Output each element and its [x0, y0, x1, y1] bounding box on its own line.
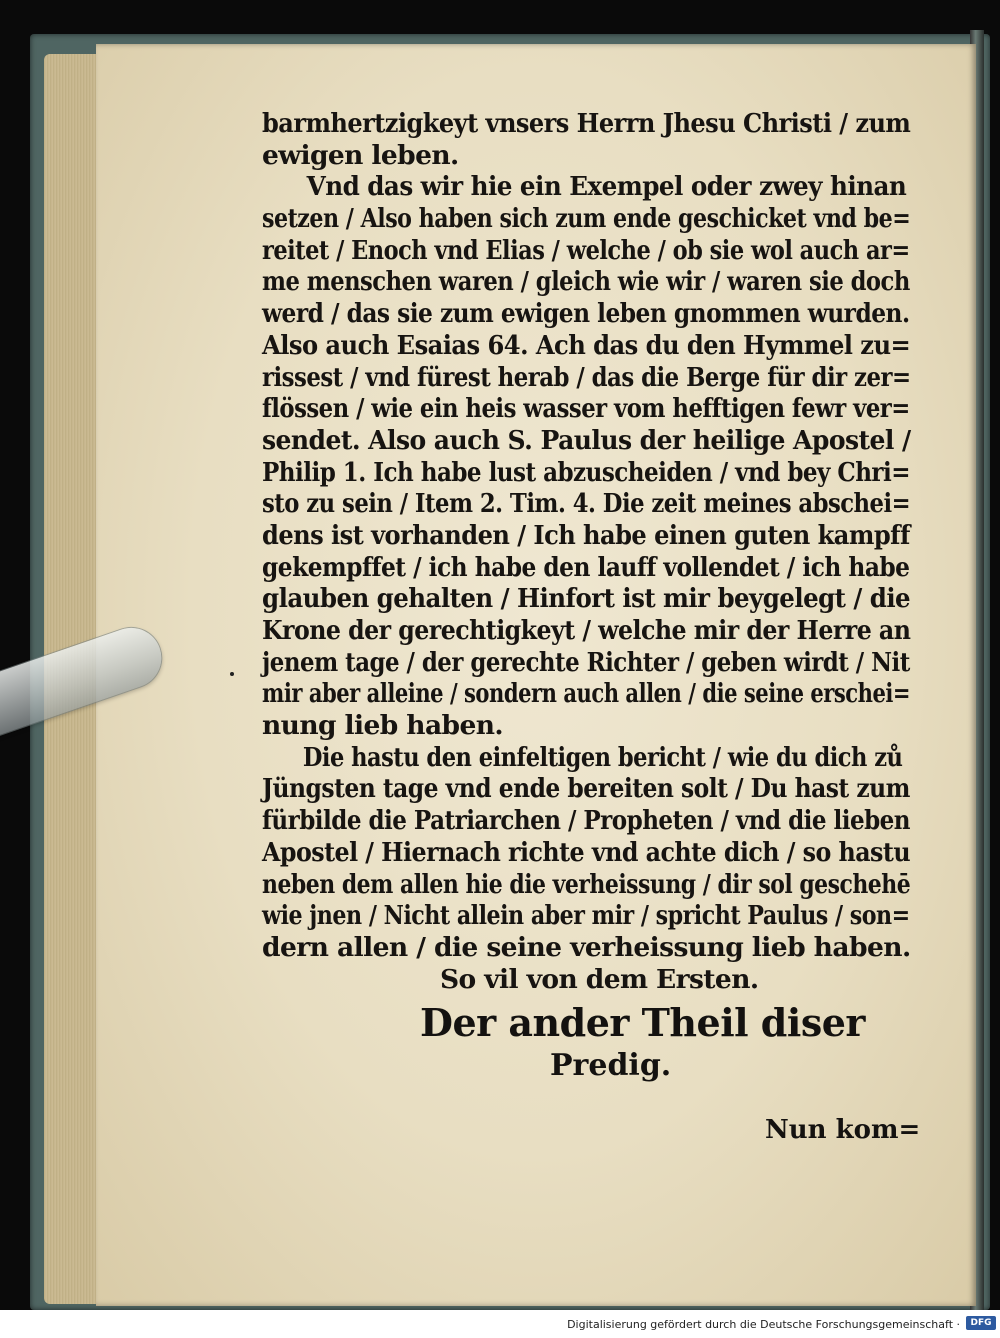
- text-line: Die hastu den einfeltigen bericht / wie du dich zů: [302, 741, 903, 773]
- section-heading-continued: Predig.: [550, 1048, 672, 1083]
- funding-credit: Digitalisierung gefördert durch die Deutsche Forschungsgemeinschaft ·: [567, 1318, 960, 1331]
- text-line: Krone der gerechtigkeyt / welche mir der Herre an: [262, 615, 911, 646]
- text-line: rissest / vnd fürest herab / das die Berge für dir zer=: [262, 361, 911, 393]
- text-line: me menschen waren / gleich wie wir / waren sie doch: [262, 266, 910, 298]
- text-line: sto zu sein / Item 2. Tim. 4. Die zeit meines abschei=: [262, 488, 911, 520]
- text-line: reitet / Enoch vnd Elias / welche / ob sie wol auch ar=: [262, 234, 910, 266]
- text-line: Jüngsten tage vnd ende bereiten solt / Du hast zum: [262, 773, 910, 805]
- text-line: werd / das sie zum ewigen leben gnommen wurden.: [262, 298, 910, 330]
- section-heading: Der ander Theil diser: [420, 1000, 865, 1045]
- text-line: flössen / wie ein heis wasser vom hefftigen fewr ver=: [262, 393, 910, 425]
- dfg-logo: DFG: [966, 1316, 996, 1330]
- text-line: wie jnen / Nicht allein aber mir / spricht Paulus / son=: [262, 900, 910, 932]
- ink-speck: [230, 672, 234, 676]
- text-line: mir aber alleine / sondern auch allen / die seine erschei=: [262, 678, 911, 710]
- catchword: Nun kom=: [765, 1115, 921, 1145]
- text-line: neben dem allen hie die verheissung / dir sol geschehē: [262, 868, 911, 900]
- text-line: gekempffet / ich habe den lauff vollendet / ich habe: [262, 551, 910, 583]
- text-line: ewigen leben.: [262, 139, 459, 171]
- text-line: setzen / Also haben sich zum ende geschicket vnd be=: [262, 203, 911, 235]
- text-line: Philip 1. Ich habe lust abzuscheiden / vnd bey Chri=: [262, 456, 911, 488]
- footer-bar: [0, 1310, 1000, 1338]
- text-line: barmhertzigkeyt vnsers Herrn Jhesu Christi / zum: [262, 108, 911, 139]
- text-line: fürbilde die Patriarchen / Propheten / vnd die lieben: [262, 805, 911, 837]
- text-line: nung lieb haben.: [262, 710, 504, 742]
- text-line: sendet. Also auch S. Paulus der heilige Apostel /: [262, 424, 911, 456]
- text-line: So vil von dem Ersten.: [440, 963, 759, 995]
- body-text: [262, 108, 912, 995]
- text-line: Vnd das wir hie ein Exempel oder zwey hinan: [306, 171, 907, 203]
- text-line: Apostel / Hiernach richte vnd achte dich / so hastu: [262, 836, 911, 868]
- text-line: dern allen / die seine verheissung lieb haben.: [262, 931, 911, 963]
- text-line: dens ist vorhanden / Ich habe einen guten kampff: [262, 519, 910, 551]
- text-line: jenem tage / der gerechte Richter / geben wirdt / Nit: [262, 646, 910, 678]
- text-line: glauben gehalten / Hinfort ist mir beygelegt / die: [262, 583, 911, 615]
- text-line: Also auch Esaias 64. Ach das du den Hymmel zu=: [262, 329, 911, 361]
